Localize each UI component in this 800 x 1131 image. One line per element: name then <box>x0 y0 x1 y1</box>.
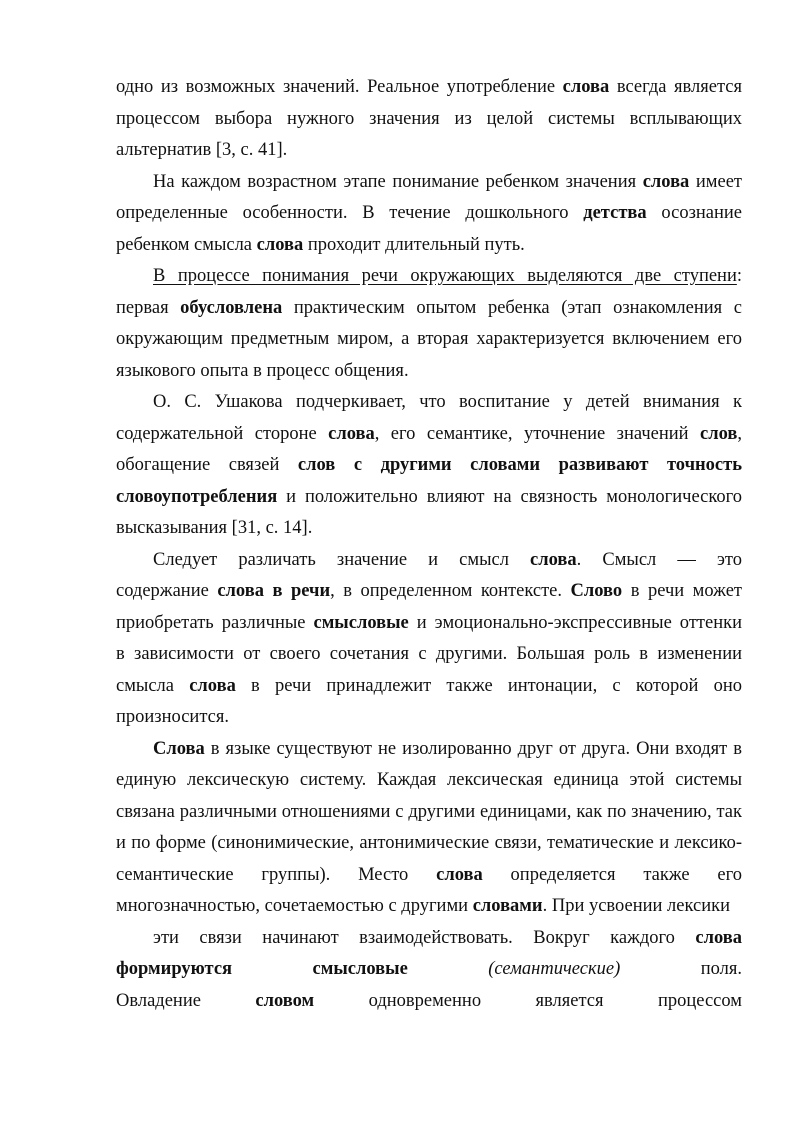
bold-term: детства <box>583 203 647 223</box>
bold-term: слова <box>328 423 375 444</box>
text-line: Овладение словом одновременно является процессом <box>116 990 742 1011</box>
underlined-phrase: В процессе понимания речи окружающих выделяются две ступени <box>153 266 737 286</box>
paragraph <box>116 261 742 387</box>
bold-term: слова в речи <box>217 581 331 601</box>
text-line: Слова в языке существуют не изолированно друг от друга. Они входят в <box>153 738 742 759</box>
bold-term: слова <box>695 927 742 948</box>
text-line: связана различными отношениями с другими единицами, как по значению, так <box>116 801 742 822</box>
paragraph <box>116 545 742 734</box>
text-line: ребенком смысла слова проходит длительный путь. <box>116 234 525 255</box>
bold-term: слова <box>562 77 610 97</box>
text-line: определенные особенности. В течение дошкольного детства осознание <box>116 203 742 223</box>
paragraph <box>116 923 742 1018</box>
text-line: обогащение связей слов с другими словами развивают точность <box>116 455 742 475</box>
paragraph <box>116 167 742 262</box>
document-body <box>116 72 742 1017</box>
text-line: альтернатив [3, с. 41]. <box>116 140 288 160</box>
text-line: словоупотребления и положительно влияют на связность монологического <box>116 486 742 507</box>
text-line: семантические группы). Место слова определяется также его <box>116 864 743 885</box>
text-line: высказывания [31, с. 14]. <box>116 518 313 538</box>
bold-term: смысловые <box>313 612 409 633</box>
text-line: окружающим предметным миром, а вторая характеризуется включением его <box>116 329 742 349</box>
text-line: смысла слова в речи принадлежит также интонации, с которой оно <box>116 675 742 696</box>
text-line: многозначностью, сочетаемостью с другими словами. При усвоении лексики <box>116 896 731 916</box>
text-line: и по форме (синонимические, антонимические связи, тематические и лексико- <box>116 833 742 853</box>
paragraph <box>116 72 742 167</box>
bold-term: обусловлена <box>180 297 283 318</box>
text-line: О. С. Ушакова подчеркивает, что воспитание у детей внимания к <box>153 392 742 412</box>
text-line: формируются смысловые (семантические) поля. <box>116 959 742 979</box>
text-line: Следует различать значение и смысл слова. Смысл — это <box>153 549 742 570</box>
bold-term: Слово <box>570 581 623 601</box>
text-line: в зависимости от своего сочетания с другими. Большая роль в изменении <box>116 644 742 664</box>
text-line: единую лексическую систему. Каждая лексическая единица этой системы <box>116 770 742 790</box>
text-line: содержание слова в речи, в определенном контексте. Слово в речи может <box>116 581 743 601</box>
bold-term: слова <box>189 675 236 696</box>
bold-term: формируются <box>116 959 233 979</box>
text-line: произносится. <box>116 707 229 727</box>
bold-term: словом <box>255 990 315 1011</box>
paragraph <box>116 734 742 923</box>
bold-term: слова <box>642 171 690 192</box>
bold-term: словоупотребления <box>116 486 278 507</box>
text-line: одно из возможных значений. Реальное употребление слова всегда является <box>116 77 742 97</box>
bold-term: слов <box>700 423 738 444</box>
bold-term: слова <box>256 234 304 255</box>
paragraph <box>116 387 742 545</box>
text-line: языкового опыта в процесс общения. <box>116 360 409 381</box>
italic-term: (семантические) <box>488 959 621 979</box>
text-line: содержательной стороне слова, его семантике, уточнение значений слов, <box>116 423 743 444</box>
text-line: процессом выбора нужного значения из целой системы всплывающих <box>116 108 742 129</box>
text-line: эти связи начинают взаимодействовать. Вокруг каждого слова <box>153 927 742 948</box>
text-line: первая обусловлена практическим опытом ребенка (этап ознакомления с <box>116 297 742 318</box>
bold-term: словами <box>472 896 543 916</box>
bold-term: слова <box>436 864 483 885</box>
bold-term: слов с другими словами развивают точность <box>297 455 742 475</box>
bold-term: слова <box>530 549 577 570</box>
bold-term: Слова <box>153 738 205 759</box>
text-line: На каждом возрастном этапе понимание ребенком значения слова имеет <box>153 171 742 192</box>
text-line: приобретать различные смысловые и эмоционально-экспрессивные оттенки <box>116 612 742 633</box>
text-line: В процессе понимания речи окружающих выделяются две ступени: <box>153 266 742 286</box>
bold-term: смысловые <box>312 959 408 979</box>
